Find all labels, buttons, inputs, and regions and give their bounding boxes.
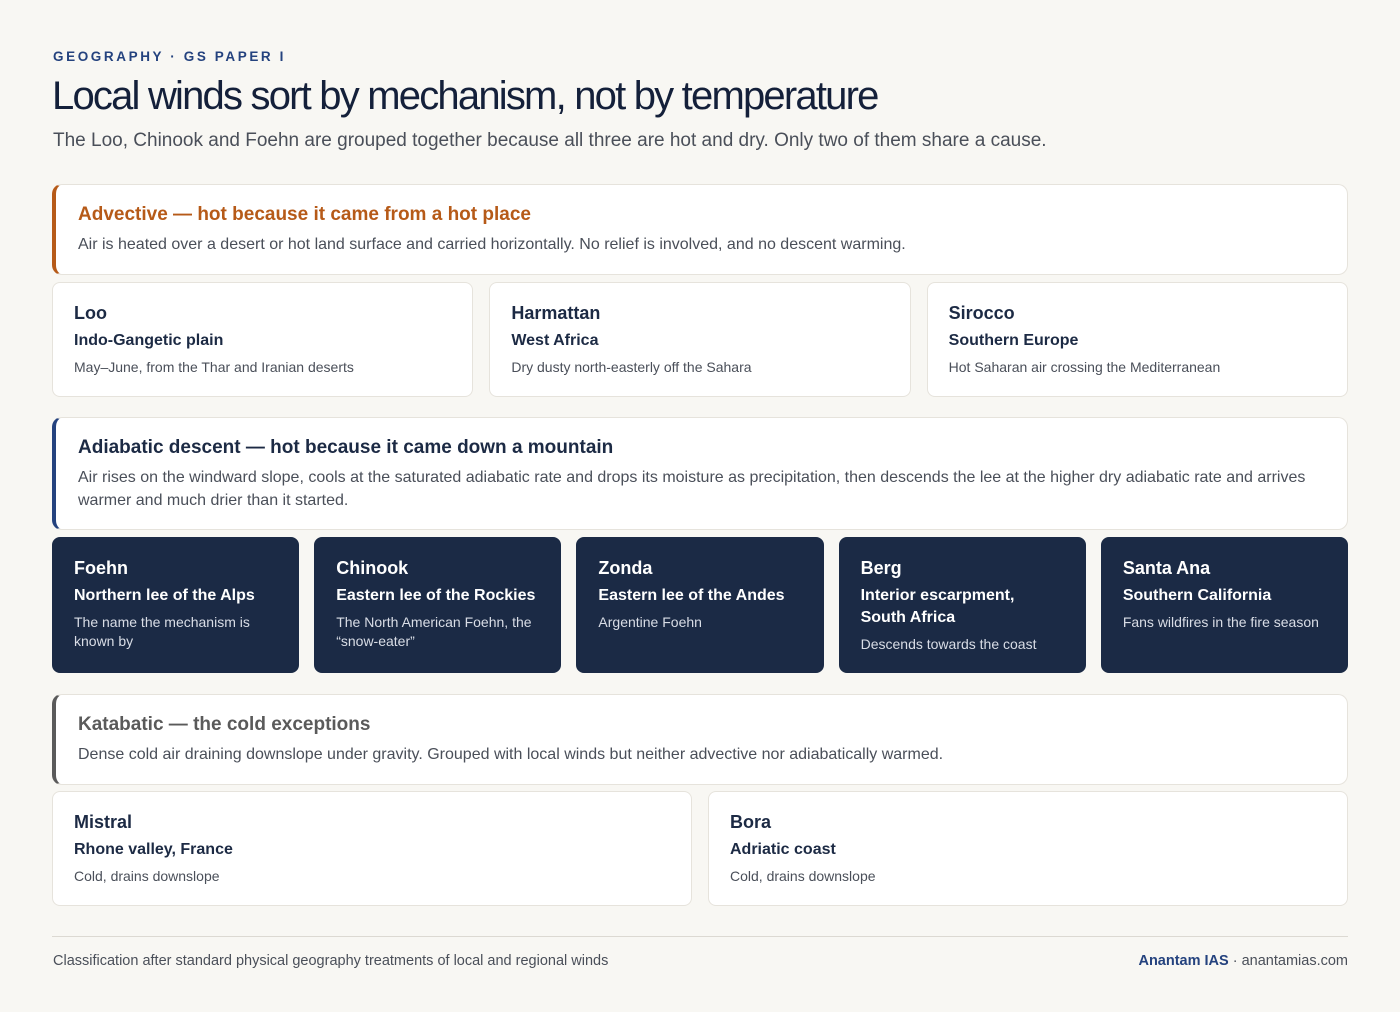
wind-cards-katabatic	[52, 791, 1348, 906]
footer-source-note: Classification after standard physical geography treatments of local and regional winds	[53, 953, 609, 969]
wind-region: Eastern lee of the Rockies	[336, 587, 536, 604]
wind-card-loo	[52, 282, 473, 397]
wind-name: Berg	[860, 558, 902, 578]
wind-name: Loo	[74, 303, 107, 323]
wind-name: Sirocco	[948, 303, 1015, 323]
wind-card-mistral	[52, 791, 692, 906]
wind-region: Interior escarpment, South Africa	[860, 587, 1015, 626]
wind-card-foehn	[52, 537, 299, 673]
wind-name: Chinook	[336, 558, 409, 578]
wind-region: Southern California	[1122, 587, 1272, 604]
wind-note: The North American Foehn, the “snow-eater”	[336, 614, 532, 649]
wind-card-berg	[839, 537, 1086, 673]
wind-region: Northern lee of the Alps	[74, 587, 255, 604]
footer-divider	[52, 936, 1348, 937]
wind-name: Foehn	[74, 558, 128, 578]
wind-region: Rhone valley, France	[74, 841, 233, 858]
wind-card-chinook	[314, 537, 561, 673]
footer-credit	[1138, 951, 1348, 971]
group-header-katabatic	[52, 694, 1348, 785]
group-header-advective	[52, 184, 1348, 275]
group-description-adiabatic: Air rises on the windward slope, cools at the saturated adiabatic rate and drops its moisture as precipitation, then descends the lee at the higher dry adiabatic rate and arrives warmer and much drier than it started.	[78, 469, 1306, 509]
group-header-adiabatic	[52, 417, 1348, 530]
wind-region: Adriatic coast	[730, 841, 836, 858]
wind-name: Bora	[730, 812, 772, 832]
wind-note: Dry dusty north-easterly off the Sahara	[511, 359, 752, 375]
group-title-katabatic: Katabatic — the cold exceptions	[78, 714, 371, 735]
website-link[interactable]: anantamias.com	[1241, 953, 1348, 969]
wind-region: Southern Europe	[948, 332, 1079, 349]
wind-card-santa-ana	[1101, 537, 1348, 673]
wind-note: Hot Saharan air crossing the Mediterranean	[948, 359, 1221, 375]
wind-card-bora	[708, 791, 1348, 906]
wind-card-harmattan	[489, 282, 910, 397]
wind-cards-advective	[52, 282, 1348, 397]
eyebrow-label: GEOGRAPHY · GS PAPER I	[53, 49, 286, 64]
wind-region: West Africa	[511, 332, 599, 349]
wind-name: Mistral	[74, 812, 133, 832]
wind-note: Descends towards the coast	[860, 636, 1037, 652]
wind-note: The name the mechanism is known by	[74, 614, 250, 649]
wind-note: Fans wildfires in the fire season	[1122, 614, 1319, 630]
page-title: Local winds sort by mechanism, not by temperature	[52, 74, 878, 118]
wind-cards-adiabatic	[52, 537, 1348, 673]
group-title-adiabatic: Adiabatic descent — hot because it came down a mountain	[78, 437, 614, 458]
wind-card-sirocco	[927, 282, 1348, 397]
wind-note: Cold, drains downslope	[730, 868, 876, 884]
wind-name: Harmattan	[511, 303, 601, 323]
wind-note: May–June, from the Thar and Iranian deserts	[74, 359, 354, 375]
wind-card-zonda	[576, 537, 823, 673]
wind-region: Indo-Gangetic plain	[74, 332, 224, 349]
group-title-advective: Advective — hot because it came from a hot place	[78, 204, 531, 225]
wind-name: Santa Ana	[1122, 558, 1211, 578]
page-subtitle: The Loo, Chinook and Foehn are grouped together because all three are hot and dry. Only two of them share a cause.	[53, 130, 1047, 151]
footer-separator: ·	[1228, 953, 1242, 969]
wind-name: Zonda	[598, 558, 653, 578]
wind-note: Argentine Foehn	[598, 614, 702, 630]
brand-name: Anantam IAS	[1138, 953, 1229, 969]
wind-note: Cold, drains downslope	[74, 868, 220, 884]
group-description-advective: Air is heated over a desert or hot land surface and carried horizontally. No relief is involved, and no descent warming.	[78, 236, 906, 253]
group-description-katabatic: Dense cold air draining downslope under gravity. Grouped with local winds but neither advective nor adiabatically warmed.	[78, 746, 944, 763]
wind-region: Eastern lee of the Andes	[598, 587, 785, 604]
